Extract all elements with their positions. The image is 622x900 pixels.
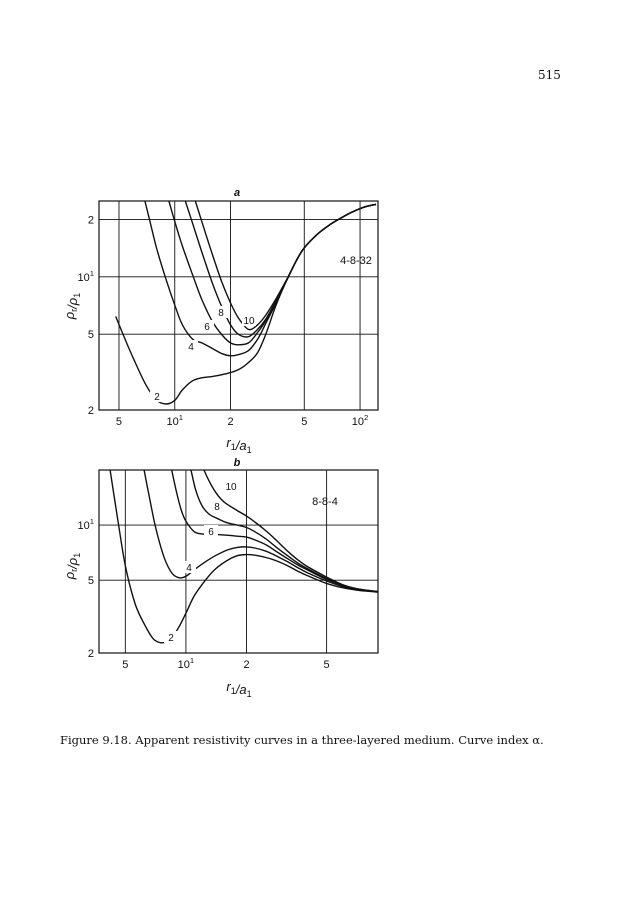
x-axis-label: $r_1/a_1$ [226, 435, 252, 455]
series-label-6: 6 [208, 527, 214, 538]
series-label-2: 2 [168, 633, 174, 644]
series-line-4 [145, 201, 376, 356]
series-label-4: 4 [186, 563, 192, 574]
chart-title: 8-8-4 [312, 496, 338, 508]
series-label-8: 8 [218, 308, 224, 319]
y-tick-label: $10^1$ [77, 268, 94, 284]
x-tick-label: 2 [243, 659, 250, 671]
x-tick-label: 5 [323, 659, 330, 671]
series-label-10: 10 [243, 316, 255, 327]
y-axis-label: $\rho_r/\rho_1$ [62, 552, 82, 580]
x-tick-label: $10^2$ [351, 413, 369, 428]
series-line-6 [172, 470, 378, 592]
y-tick-label: 2 [87, 405, 94, 417]
series-label-2: 2 [154, 392, 160, 403]
plot-frame [99, 201, 378, 410]
series-line-8 [185, 201, 376, 337]
series-label-4: 4 [188, 342, 194, 353]
x-axis-label: $r_1/a_1$ [226, 679, 252, 699]
y-tick-label: 5 [87, 329, 94, 342]
chart-panel-b [62, 457, 378, 699]
y-tick-label: $10^1$ [77, 517, 94, 533]
chart-title: 4-8-32 [340, 255, 372, 267]
series-line-2 [116, 204, 376, 404]
series-line-4 [144, 470, 378, 592]
series-line-6 [169, 201, 376, 345]
x-tick-label: 5 [301, 416, 308, 428]
x-tick-label: 5 [115, 416, 123, 428]
y-tick-label: 2 [87, 648, 94, 660]
series-label-8: 8 [214, 502, 220, 513]
x-tick-label: $10^1$ [177, 656, 195, 671]
x-tick-label: 2 [227, 416, 234, 428]
chart-panel-a [62, 187, 378, 455]
x-tick-label: $10^1$ [166, 413, 184, 428]
panel-label: a [233, 187, 241, 199]
figure-caption: Figure 9.18. Apparent resistivity curves in a three-layered medium. Curve index α. [60, 733, 544, 747]
x-tick-label: 5 [122, 659, 129, 671]
panel-label: b [233, 457, 241, 469]
y-tick-label: 5 [87, 575, 94, 588]
page-number: 515 [538, 68, 561, 82]
series-label-10: 10 [225, 482, 237, 493]
series-line-8 [191, 470, 378, 592]
series-label-6: 6 [204, 322, 210, 333]
y-tick-label: 2 [87, 214, 94, 227]
y-axis-label: $\rho_r/\rho_1$ [62, 292, 82, 320]
